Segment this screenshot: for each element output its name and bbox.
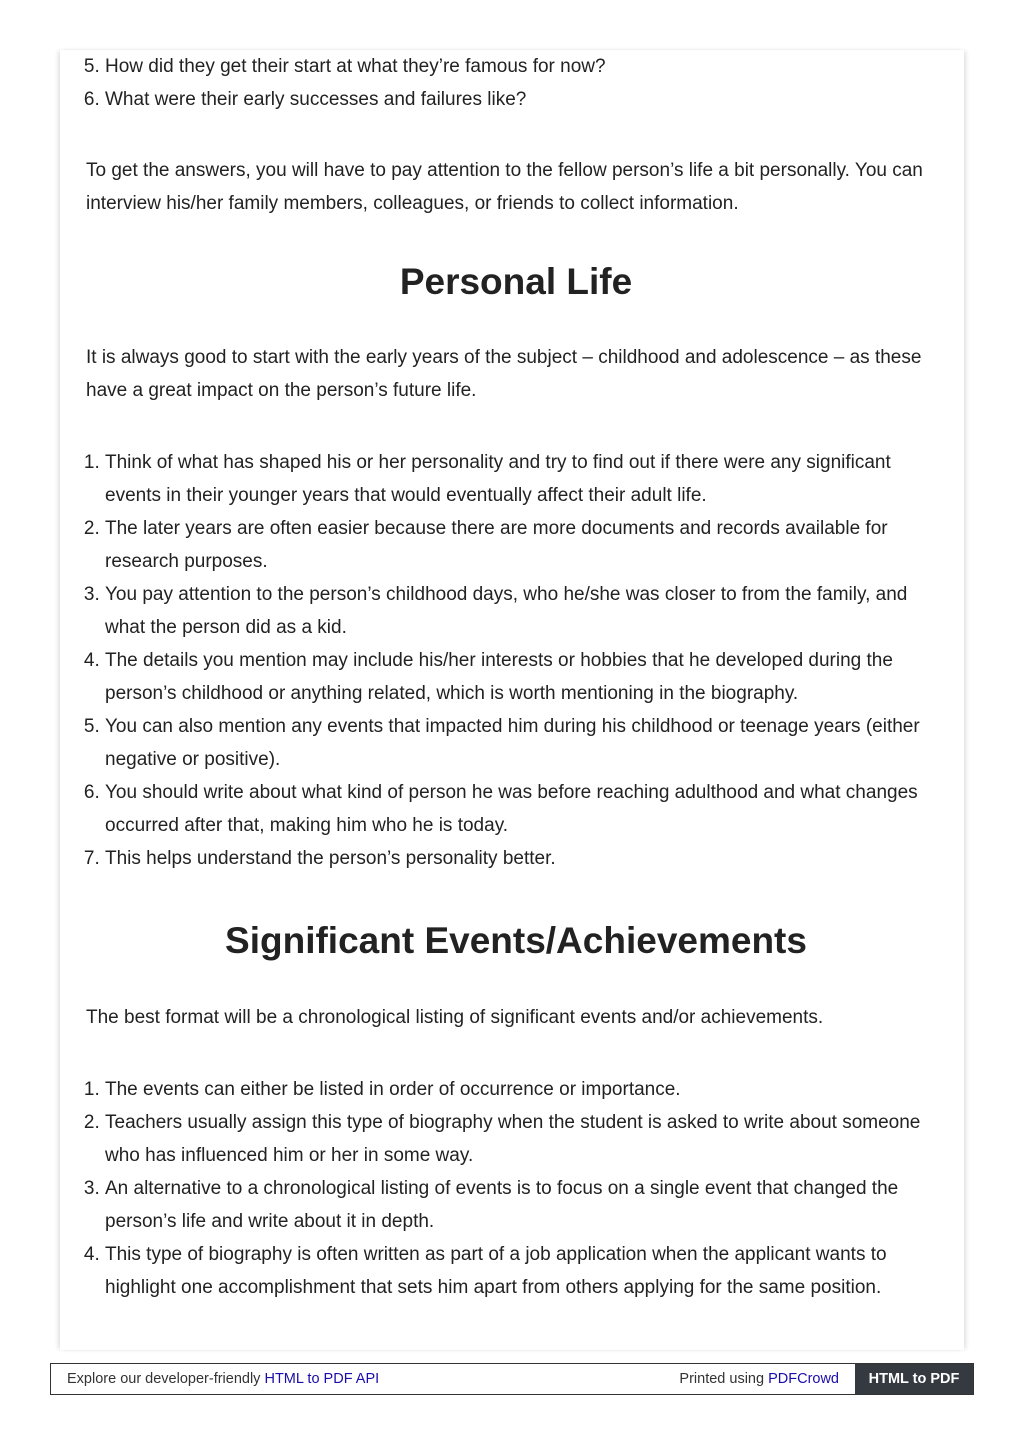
footer-printed xyxy=(679,1364,839,1394)
significant-events-paragraph: The best format will be a chronological listing of significant events and/or achievements. xyxy=(86,1007,824,1028)
intro-paragraph: To get the answers, you will have to pay attention to the fellow person’s life a bit personally. You can interview his/her family members, colleagues, or friends to collect information. xyxy=(86,160,923,214)
list-item: 2. The later years are often easier because there are more documents and records available for research purposes. xyxy=(105,512,946,578)
list-item: 7. This helps understand the person’s personality better. xyxy=(105,842,946,875)
list-item: 6. You should write about what kind of person he was before reaching adulthood and what changes occurred after that, making him who he is today. xyxy=(105,776,946,842)
list-item: 2. Teachers usually assign this type of biography when the student is asked to write about someone who has influenced him or her in some way. xyxy=(105,1106,946,1172)
document-content xyxy=(86,50,946,1304)
list-item: 4. The details you mention may include his/her interests or hobbies that he developed during the person’s childhood or anything related, which is worth mentioning in the biography. xyxy=(105,644,946,710)
document-page xyxy=(60,50,964,1350)
heading-significant-events: Significant Events/Achievements xyxy=(225,920,807,961)
list-item: 3. You pay attention to the person’s childhood days, who he/she was closer to from the family, and what the person did as a kid. xyxy=(105,578,946,644)
list-item: 1. Think of what has shaped his or her personality and try to find out if there were any significant events in their younger years that would eventually affect their adult life. xyxy=(105,446,946,512)
pdfcrowd-footer-bar xyxy=(50,1363,974,1395)
heading-personal-life: Personal Life xyxy=(399,261,633,302)
footer-explore xyxy=(67,1364,379,1394)
list-item: 5. You can also mention any events that impacted him during his childhood or teenage years (either negative or positive). xyxy=(105,710,946,776)
top-numbered-list xyxy=(86,50,946,116)
list-item: 3. An alternative to a chronological listing of events is to focus on a single event that changed the person’s life and write about it in depth. xyxy=(105,1172,946,1238)
html-to-pdf-button[interactable]: HTML to PDF xyxy=(855,1364,973,1394)
footer-printed-text: Printed using xyxy=(679,1371,769,1387)
list-item: 5. How did they get their start at what they’re famous for now? xyxy=(105,50,946,83)
personal-life-paragraph: It is always good to start with the early years of the subject – childhood and adolescence – as these have a great impact on the person’s future life. xyxy=(86,347,922,401)
personal-life-list xyxy=(86,446,946,875)
list-item: 1. The events can either be listed in order of occurrence or importance. xyxy=(105,1073,946,1106)
html-to-pdf-api-link[interactable]: HTML to PDF API xyxy=(264,1371,380,1387)
list-item: 4. This type of biography is often written as part of a job application when the applicant wants to highlight one accomplishment that sets him apart from others applying for the same position. xyxy=(105,1238,946,1304)
list-item: 6. What were their early successes and failures like? xyxy=(105,83,946,116)
pdfcrowd-link[interactable]: PDFCrowd xyxy=(768,1371,839,1387)
footer-explore-text: Explore our developer-friendly xyxy=(67,1371,265,1387)
significant-events-list xyxy=(86,1073,946,1304)
